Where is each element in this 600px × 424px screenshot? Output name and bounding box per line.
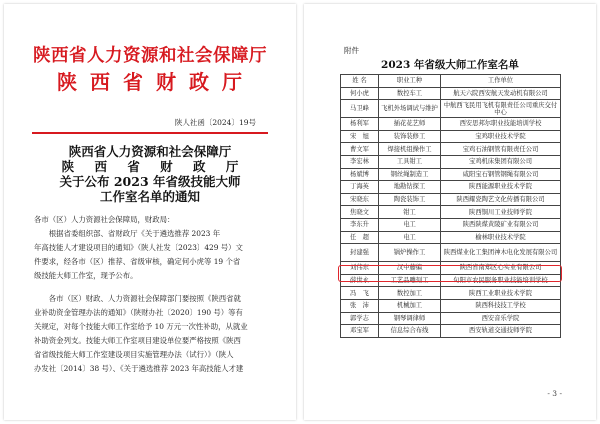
cell-employer: 陕西科技技工学校 — [441, 299, 561, 312]
notice-title-line: 陕西省人力资源和社会保障厅 — [68, 144, 232, 159]
header-name: 姓 名 — [341, 75, 379, 88]
cell-employer: 陕西工业职业技术学院 — [441, 287, 561, 300]
body-text-line: 办发社〔2014〕38 号）、《关于遴选推荐 2023 年高技能人才建 — [34, 364, 244, 373]
cell-name: 马卫峰 — [341, 100, 379, 118]
cell-name: 杨利军 — [341, 118, 379, 131]
cell-employer: 陕西铜川工业技师学院 — [441, 206, 561, 219]
cell-occupation: 钢琴调律师 — [379, 312, 441, 325]
cell-occupation: 插花花艺师 — [379, 118, 441, 131]
table-row — [341, 206, 561, 219]
cell-name: 宋 旭 — [341, 130, 379, 143]
cell-occupation: 地勘钻探工 — [379, 181, 441, 194]
cell-name: 宋晓东 — [341, 193, 379, 206]
cell-occupation: 陶瓷装饰工 — [379, 193, 441, 206]
cell-employer: 陕西煤业化工集团神木电化发展有限公司 — [441, 244, 561, 262]
cell-occupation: 钳工 — [379, 206, 441, 219]
cell-name: 何小虎 — [341, 87, 379, 100]
notice-title-line: 陕 西 省 财 政 厅 — [61, 159, 247, 174]
table-header-row — [341, 75, 561, 88]
cell-occupation: 电工 — [379, 218, 441, 231]
annex-page — [304, 4, 596, 420]
issuer-title-finance: 陕西省财政厅 — [57, 70, 255, 94]
table-title: 2023 年省级大师工作室名单 — [381, 59, 519, 71]
cell-occupation: 机械加工 — [379, 299, 441, 312]
red-divider — [32, 132, 268, 134]
notice-page — [4, 4, 296, 420]
body-text-line: 级技能大师工作室，现予公布。 — [34, 271, 138, 280]
body-text-line: 年高技能人才建设项目的通知》（陕人社发〔2023〕429 号）文 — [34, 243, 243, 252]
cell-employer: 陕西耀瓷陶艺文化传播有限公司 — [441, 193, 561, 206]
body-text-line: 补助资金列支。技能大师工作室项目建设单位要严格按照《陕西 — [34, 336, 241, 345]
table-row — [341, 143, 561, 156]
table-row — [341, 181, 561, 194]
cell-occupation: 工艺品雕刻工 — [379, 274, 441, 287]
body-text-line: 根据省委组织部、省财政厅《关于遴选推荐 2023 年 — [34, 229, 221, 238]
cell-name: 张 沛 — [341, 299, 379, 312]
cell-occupation: 信息综合布线 — [379, 325, 441, 338]
cell-occupation: 锅炉操作工 — [379, 244, 441, 262]
cell-employer: 西安轨道交通技师学院 — [441, 325, 561, 338]
body-text-line: 业补助资金管理办法的通知》（陕财办社〔2020〕190 号）等有 — [34, 308, 243, 317]
cell-name: 丁海英 — [341, 181, 379, 194]
notice-title-line: 工作室名单的通知 — [99, 189, 200, 204]
cell-name: 李宏林 — [341, 155, 379, 168]
table-row — [341, 325, 561, 338]
studio-list-table — [340, 74, 561, 338]
cell-name: 任 超 — [341, 231, 379, 244]
cell-name: 刘伟东 — [341, 262, 379, 275]
cell-occupation: 焊接机组操作工 — [379, 143, 441, 156]
cell-name: 杨斌博 — [341, 168, 379, 181]
table-row — [341, 193, 561, 206]
cell-employer: 宝鸡石油钢管有限责任公司 — [441, 143, 561, 156]
cell-name: 冯 飞 — [341, 287, 379, 300]
cell-employer: 航天六院西安航天发动机有限公司 — [441, 87, 561, 100]
cell-occupation: 数控加工 — [379, 287, 441, 300]
cell-employer: 榆林职业技术学院 — [441, 231, 561, 244]
cell-occupation: 数控车工 — [379, 87, 441, 100]
table-row — [341, 118, 561, 131]
body-text-line: 各市（区）财政、人力资源社会保障部门要按照《陕西省就 — [34, 294, 241, 303]
annex-label: 附件 — [344, 46, 359, 55]
cell-employer: 宝鸡职业技术学院 — [441, 130, 561, 143]
issuer-title-hrss: 陕西省人力资源和社会保障厅 — [33, 46, 267, 66]
table-row — [341, 168, 561, 181]
table-row — [341, 274, 561, 287]
body-text-line: 件要求，经各市（区）推荐、省级审核，确定何小虎等 19 个省 — [34, 257, 241, 266]
page-number: - 3 - — [547, 389, 562, 398]
cell-employer: 宝鸡机床集团有限公司 — [441, 155, 561, 168]
table-row — [341, 299, 561, 312]
header-occupation: 职业工种 — [379, 75, 441, 88]
table-row — [341, 130, 561, 143]
cell-employer: 西安音乐学院 — [441, 312, 561, 325]
cell-occupation: 钢丝绳制造工 — [379, 168, 441, 181]
table-row — [341, 218, 561, 231]
cell-occupation: 飞机外场调试与维护 — [379, 100, 441, 118]
table-row — [341, 262, 561, 275]
cell-name: 李东升 — [341, 218, 379, 231]
table-row — [341, 100, 561, 118]
cell-occupation: 电工 — [379, 231, 441, 244]
table-row — [341, 231, 561, 244]
cell-employer: 陕西陕煤黄陵矿业有限公司 — [441, 218, 561, 231]
cell-name: 薛世永 — [341, 274, 379, 287]
table-row — [341, 87, 561, 100]
cell-employer: 旬阳市农民服务职业技能培训学校 — [441, 274, 561, 287]
cell-employer: 陕西省南郑区心实业有限公司 — [441, 262, 561, 275]
cell-occupation: 装饰装修工 — [379, 130, 441, 143]
table-row — [341, 244, 561, 262]
table-row — [341, 155, 561, 168]
header-employer: 工作单位 — [441, 75, 561, 88]
notice-title-line: 关于公布 2023 年省级技能大师 — [59, 174, 241, 189]
table-row — [341, 287, 561, 300]
body-text-line: 省省级技能大师工作室建设项目实施管理办法（试行）》（陕人 — [34, 350, 234, 359]
document-number: 陕人社函〔2024〕19号 — [174, 118, 256, 127]
body-text-line: 各市（区）人力资源社会保障局，财政局： — [34, 215, 175, 224]
cell-name: 曹文军 — [341, 143, 379, 156]
cell-occupation: 汉中藤编 — [379, 262, 441, 275]
cell-name: 郭学志 — [341, 312, 379, 325]
cell-name: 焦晓文 — [341, 206, 379, 219]
cell-employer: 中航西飞民用飞机有限责任公司重庆交付中心 — [441, 100, 561, 118]
cell-employer: 陕西能源职业技术学院 — [441, 181, 561, 194]
cell-name: 邓宝军 — [341, 325, 379, 338]
table-row — [341, 312, 561, 325]
body-text-line: 关规定，对每个技能大师工作室给予 10 万元一次性补助，从就业 — [34, 322, 248, 331]
cell-employer: 西安思邦尔职业技能培训学校 — [441, 118, 561, 131]
cell-occupation: 工具钳工 — [379, 155, 441, 168]
cell-name: 封建强 — [341, 244, 379, 262]
cell-employer: 咸阳宝石钢管钢绳有限公司 — [441, 168, 561, 181]
